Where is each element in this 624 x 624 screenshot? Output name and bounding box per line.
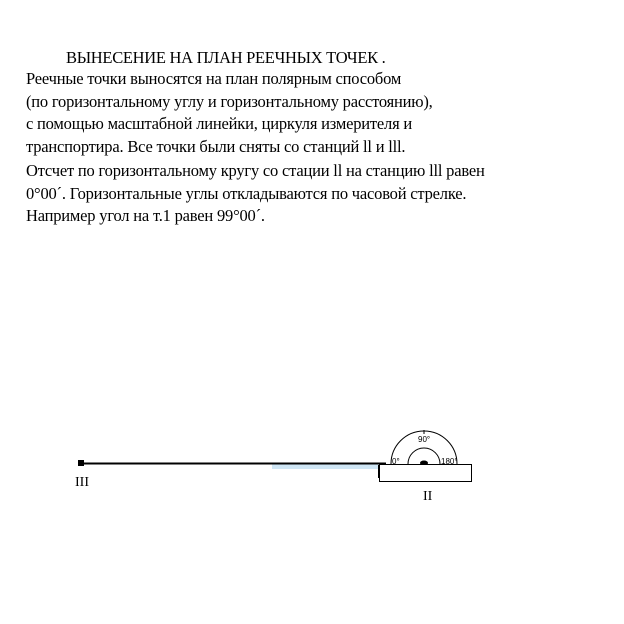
text-line: 0°00´. Горизонтальные углы откладываются по часовой стрелке. [26, 183, 467, 203]
text-line: (по горизонтальному углу и горизонтальному расстоянию), [26, 91, 433, 111]
station-iii-label: III [75, 475, 89, 490]
page-title: ВЫНЕСЕНИЕ НА ПЛАН РЕЕЧНЫХ ТОЧЕК . [66, 48, 386, 67]
protractor-label-90: 90° [418, 435, 431, 444]
line-highlight [272, 464, 384, 469]
text-line: с помощью масштабной линейки, циркуля измерителя и [26, 114, 413, 133]
station-ii-label: II [423, 489, 433, 504]
text-line: Реечные точки выносятся на план полярным способом [26, 69, 402, 88]
protractor-label-0: 0° [392, 457, 400, 466]
text-line: Например угол на т.1 равен 99°00´. [26, 206, 265, 225]
text-line: транспортира. Все точки были сняты со станций ll и lll. [26, 136, 406, 156]
station-iii-point-icon [78, 460, 84, 466]
protractor-label-180: 180° [441, 457, 458, 466]
text-line: Отсчет по горизонтальному кругу со стации ll на станцию lll равен [26, 161, 485, 180]
